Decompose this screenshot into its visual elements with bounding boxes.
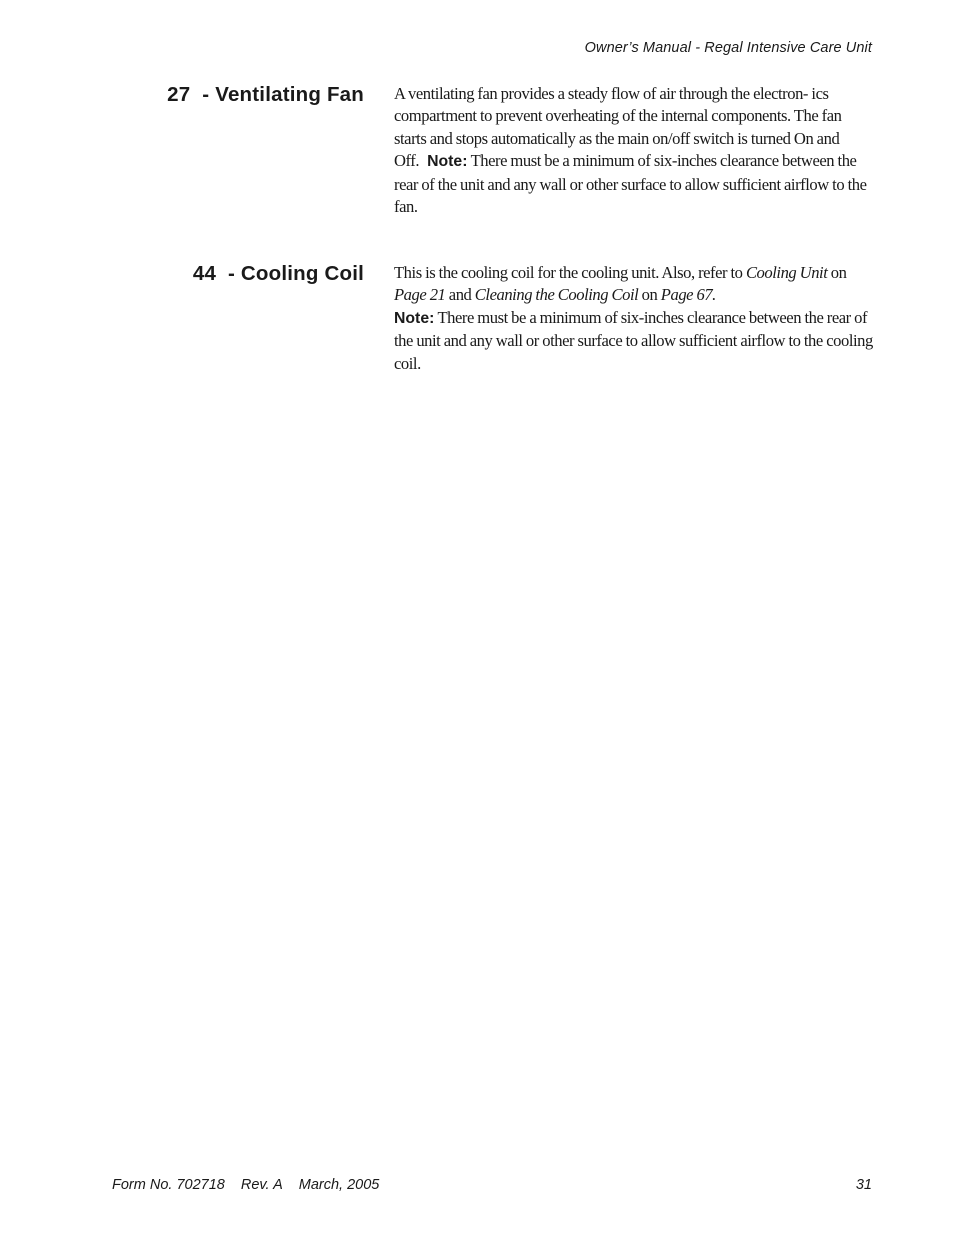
body-text: This is the cooling coil for the cooling unit. Also, refer to xyxy=(394,263,746,282)
section-title: Ventilating Fan xyxy=(215,83,364,106)
footer-date: March, 2005 xyxy=(298,1177,380,1193)
page-reference-67: Page 67 xyxy=(660,285,713,305)
note-text: There must be a minimum of six-inches clearance between the rear of the unit and any wall or other surface to allow sufficient airflow to the cooling coil. xyxy=(394,307,873,373)
footer-info xyxy=(112,1177,395,1193)
cross-reference-cooling-unit: Cooling Unit xyxy=(745,263,828,282)
section-number: 27 xyxy=(167,83,191,106)
note-label: Note: xyxy=(394,309,435,327)
note-label: Note: xyxy=(427,153,468,171)
section-separator: - xyxy=(196,83,216,106)
connector-text: on xyxy=(827,263,847,282)
footer-form-number: Form No. 702718 xyxy=(112,1177,225,1193)
note-text: There must be a minimum of six-inches clearance between the rear of the unit and any wall or other surface to allow sufficient airflow to the fan. xyxy=(394,151,867,217)
body-text: A ventilating fan provides a steady flow of air through the electron- ics compartment to prevent overheating of the internal components. The fan starts and stops automatically as the main on/off switch is turned On and Off. xyxy=(394,84,842,171)
running-header: Owner’s Manual - Regal Intensive Care Unit xyxy=(584,40,872,56)
page-number: 31 xyxy=(855,1177,872,1193)
section-number: 44 xyxy=(192,262,217,285)
footer-revision: Rev. A xyxy=(240,1177,283,1193)
cross-reference-cleaning-cooling-coil: Cleaning the Cooling Coil xyxy=(474,285,639,305)
section-heading xyxy=(167,83,364,107)
section-body xyxy=(394,83,874,218)
connector-text: and xyxy=(445,285,475,305)
section-title: Cooling Coil xyxy=(240,262,364,285)
connector-text: on xyxy=(638,285,661,305)
sentence-period: . xyxy=(712,285,716,305)
section-separator: - xyxy=(222,262,241,285)
page-reference-21: Page 21 xyxy=(394,285,446,305)
section-body xyxy=(394,262,874,375)
section-heading xyxy=(193,262,364,286)
